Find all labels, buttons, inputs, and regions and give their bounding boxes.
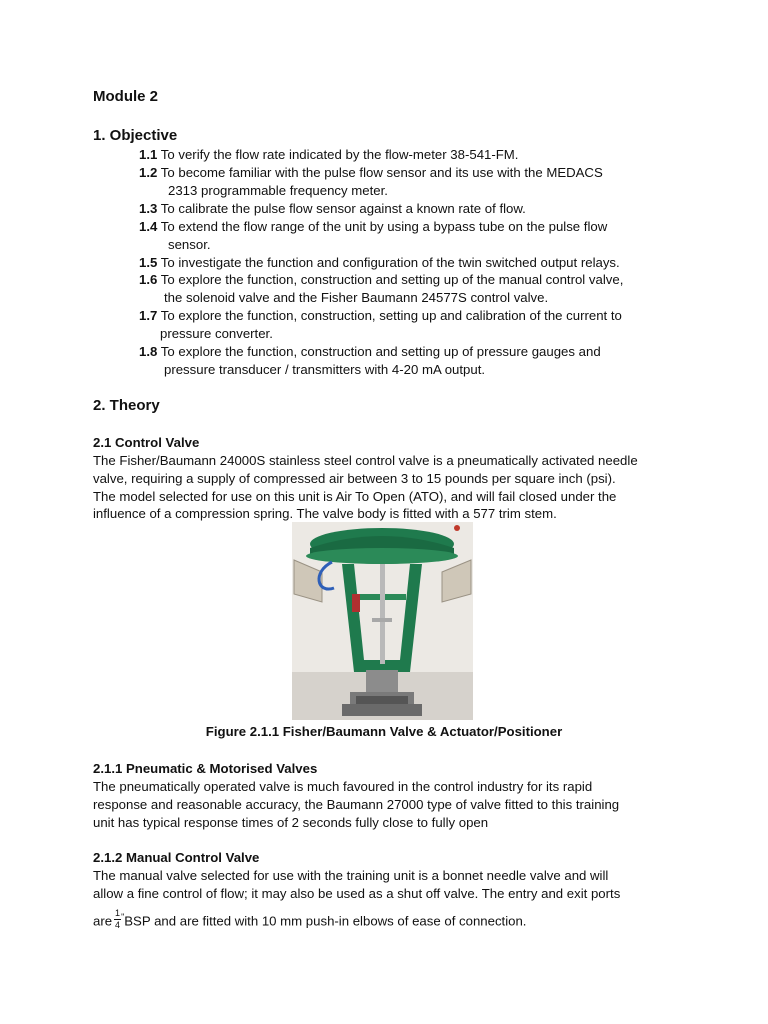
objective-number: 1.1	[139, 147, 158, 162]
objective-text-continued: pressure transducer / transmitters with 4-20 mA output.	[164, 362, 486, 377]
objective-item	[139, 200, 526, 218]
pneumatic-paragraph	[93, 778, 678, 831]
paragraph-line: response and reasonable accuracy, the Baumann 27000 type of valve fitted to this training	[93, 796, 620, 812]
objective-text: To calibrate the pulse flow sensor against a known rate of flow.	[160, 201, 526, 216]
valve-photo	[292, 522, 473, 720]
paragraph-line: unit has typical response times of 2 seconds fully close to fully open	[93, 814, 489, 830]
objective-number: 1.7	[139, 308, 158, 323]
objective-item	[139, 164, 603, 182]
paragraph-line: The model selected for use on this unit is Air To Open (ATO), and will fail closed under the	[93, 488, 617, 504]
objective-number: 1.2	[139, 165, 158, 180]
objective-text: To verify the flow rate indicated by the flow-meter 38-541-FM.	[160, 147, 519, 162]
paragraph-line: influence of a compression spring. The valve body is fitted with a 577 trim stem.	[93, 506, 557, 522]
objective-text: To investigate the function and configuration of the twin switched output relays.	[160, 255, 620, 270]
inch-mark: "	[121, 912, 125, 922]
theory-heading: 2. Theory	[93, 397, 160, 414]
objective-heading: 1. Objective	[93, 127, 178, 144]
objective-text: To explore the function, construction, setting up and calibration of the current to	[160, 308, 622, 323]
paragraph-line: The pneumatically operated valve is much favoured in the control industry for its rapid	[93, 779, 593, 794]
objective-text-continued: 2313 programmable frequency meter.	[168, 183, 388, 198]
objective-item	[139, 307, 622, 325]
paragraph-text: are	[93, 913, 113, 929]
fraction-denominator: 4	[115, 920, 121, 931]
objective-item	[139, 254, 620, 272]
fraction-one-quarter	[114, 909, 121, 930]
module-title: Module 2	[93, 88, 159, 105]
objective-text: To extend the flow range of the unit by using a bypass tube on the pulse flow	[160, 219, 608, 234]
objective-text: To become familiar with the pulse flow sensor and its use with the MEDACS	[160, 165, 603, 180]
objective-number: 1.5	[139, 255, 158, 270]
paragraph-line: valve, requiring a supply of compressed air between 3 to 15 pounds per square inch (psi).	[93, 470, 616, 486]
objective-item	[139, 271, 623, 289]
control-valve-paragraph	[93, 452, 678, 523]
paragraph-line: The Fisher/Baumann 24000S stainless steel control valve is a pneumatically activated needle	[93, 453, 638, 468]
paragraph-text: BSP and are fitted with 10 mm push-in elbows of ease of connection.	[124, 913, 527, 929]
objective-text-continued: the solenoid valve and the Fisher Baumann 24577S control valve.	[164, 290, 549, 305]
figure-caption: Figure 2.1.1 Fisher/Baumann Valve & Actuator/Positioner	[205, 724, 563, 739]
objective-item	[139, 218, 607, 236]
objective-text: To explore the function, construction and setting up of pressure gauges and	[160, 344, 601, 359]
section-heading-manual-valve: 2.1.2 Manual Control Valve	[93, 850, 260, 865]
objective-number: 1.4	[139, 219, 158, 234]
objective-number: 1.3	[139, 201, 158, 216]
section-heading-pneumatic: 2.1.1 Pneumatic & Motorised Valves	[93, 761, 318, 776]
objective-item	[139, 343, 601, 361]
paragraph-line: allow a fine control of flow; it may also be used as a shut off valve. The entry and exit ports	[93, 885, 621, 901]
manual-valve-last-line	[93, 905, 678, 933]
objective-number: 1.6	[139, 272, 158, 287]
objective-number: 1.8	[139, 344, 158, 359]
manual-valve-paragraph	[93, 867, 678, 903]
objective-text-continued: pressure converter.	[160, 326, 273, 341]
fraction-numerator: 1	[115, 908, 121, 919]
objective-text-continued: sensor.	[168, 237, 211, 252]
paragraph-line: The manual valve selected for use with the training unit is a bonnet needle valve and will	[93, 868, 609, 883]
objective-text: To explore the function, construction and setting up of the manual control valve,	[160, 272, 624, 287]
section-heading-control-valve: 2.1 Control Valve	[93, 435, 200, 450]
objective-item	[139, 146, 518, 164]
